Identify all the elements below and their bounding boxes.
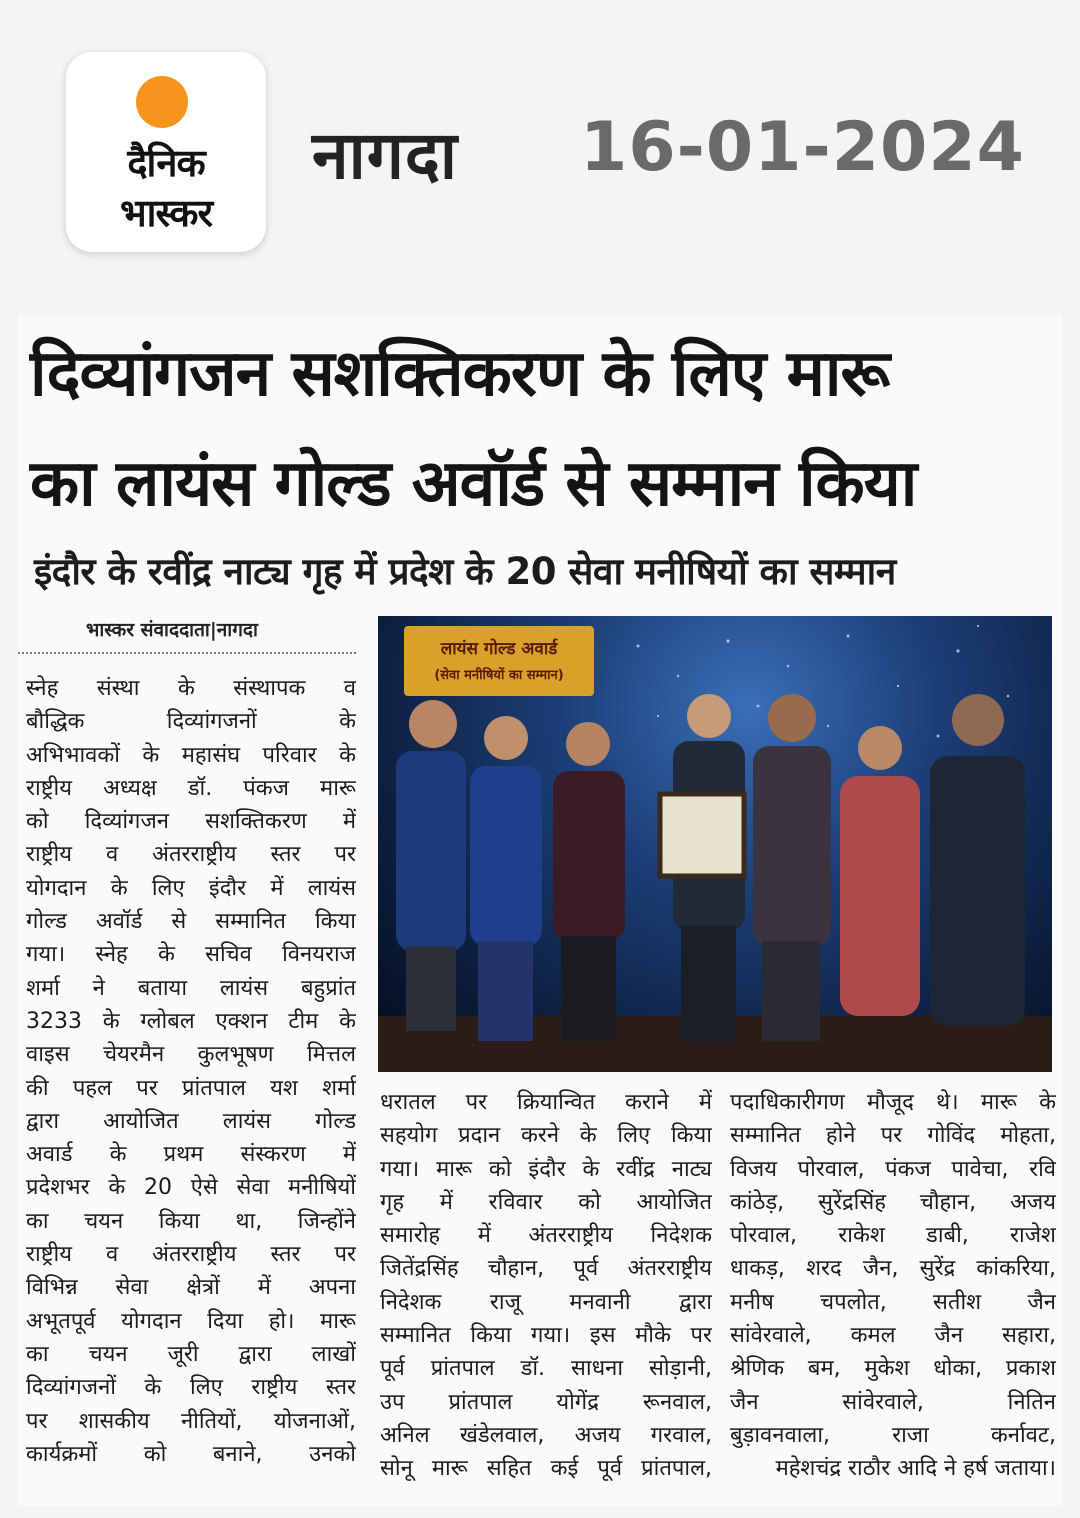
text-line: पर शासकीय नीतियों, योजनाओं, (26, 1408, 356, 1434)
article-column-1 (26, 672, 356, 1471)
text-line: धाकड़, शरद जैन, सुरेंद्र कांकरिया, (730, 1256, 1056, 1282)
text-line: सम्मानित होने पर गोविंद मोहता, (730, 1123, 1056, 1149)
text-line: का चयन किया था, जिन्होंने (26, 1208, 356, 1234)
text-line: 3233 के ग्लोबल एक्शन टीम के (26, 1008, 356, 1034)
headline-line-1: दिव्यांगजन सशक्तिकरण के लिए मारू (30, 337, 890, 411)
text-line: प्रदेशभर के 20 ऐसे सेवा मनीषियों (26, 1175, 356, 1201)
article-column-3 (730, 1086, 1056, 1486)
text-line: मनीष चपलोत, सतीश जैन (730, 1289, 1056, 1315)
text-line: पदाधिकारीगण मौजूद थे। मारू के (730, 1090, 1056, 1115)
text-line: उप प्रांतपाल योगेंद्र रूनवाल, (380, 1389, 712, 1415)
logo-text-dainik: दैनिक (127, 141, 205, 185)
text-line: वाइस चेयरमैन कुलभूषण मित्तल (26, 1042, 356, 1068)
text-line: सहयोग प्रदान करने के लिए किया (380, 1123, 712, 1149)
text-line: कार्यक्रमों को बनाने, उनको (26, 1441, 356, 1467)
text-line: सम्मानित किया गया। इस मौके पर (380, 1323, 712, 1349)
text-line: स्नेह संस्था के संस्थापक व (26, 676, 356, 701)
text-line: बौद्धिक दिव्यांगजनों के (26, 709, 356, 735)
text-line: समारोह में अंतरराष्ट्रीय निदेशक (380, 1223, 712, 1249)
text-line: पोरवाल, राकेश डाबी, राजेश (730, 1223, 1056, 1249)
byline-divider (18, 652, 356, 654)
text-line: द्वारा आयोजित लायंस गोल्ड (26, 1108, 356, 1134)
text-line: अवार्ड के प्रथम संस्करण में (26, 1142, 356, 1168)
text-line: राष्ट्रीय व अंतरराष्ट्रीय स्तर पर (26, 1242, 356, 1268)
text-line: राष्ट्रीय अध्यक्ष डॉ. पंकज मारू (26, 775, 356, 801)
text-line: राष्ट्रीय व अंतरराष्ट्रीय स्तर पर (26, 842, 356, 868)
dainik-bhaskar-logo (66, 52, 266, 252)
subheadline: इंदौर के रवींद्र नाट्य गृह में प्रदेश के 20 सेवा मनीषियों का सम्मान (34, 550, 896, 593)
text-line: अभिभावकों के महासंघ परिवार के (26, 742, 356, 768)
text-line: श्रेणिक बम, मुकेश धोका, प्रकाश (730, 1356, 1056, 1382)
headline-line-2: का लायंस गोल्ड अवॉर्ड से सम्मान किया (30, 447, 917, 521)
text-line: अभूतपूर्व योगदान दिया हो। मारू (26, 1308, 356, 1334)
text-line: अनिल खंडेलवाल, अजय गरवाल, (380, 1422, 712, 1448)
text-line: सोनू मारू सहित कई पूर्व प्रांतपाल, (380, 1456, 712, 1482)
text-line: बुड़ावनवाला, राजा कर्नावट, (730, 1422, 1056, 1448)
text-line: गया। मारू को इंदौर के रवींद्र नाट्य (380, 1156, 712, 1182)
text-line: की पहल पर प्रांतपाल यश शर्मा (26, 1075, 356, 1101)
text-line: विभिन्न सेवा क्षेत्रों में अपना (26, 1275, 356, 1301)
event-banner (404, 626, 594, 696)
sun-icon (136, 76, 188, 128)
text-line: सांवेरवाले, कमल जैन सहारा, (730, 1323, 1056, 1349)
text-line: निदेशक राजू मनवानी द्वारा (380, 1289, 712, 1315)
text-line: शर्मा ने बताया लायंस बहुप्रांत (26, 975, 356, 1001)
text-line: को दिव्यांगजन सशक्तिकरण में (26, 809, 356, 835)
edition-date: 16-01-2024 (580, 108, 1025, 187)
text-line: गोल्ड अवॉर्ड से सम्मानित किया (26, 909, 356, 935)
text-line: विजय पोरवाल, पंकज पावेचा, रवि (730, 1156, 1056, 1182)
newspaper-clipping (18, 316, 1062, 1506)
text-line: गृह में रविवार को आयोजित (380, 1189, 712, 1215)
text-line: गया। स्नेह के सचिव विनयराज (26, 942, 356, 968)
byline: भास्कर संवाददाता|नागदा (86, 619, 258, 641)
award-ceremony-photo (378, 616, 1052, 1072)
article-column-2 (380, 1086, 712, 1486)
text-line: महेशचंद्र राठौर आदि ने हर्ष जताया। (775, 1456, 1056, 1482)
banner-title: लायंस गोल्ड अवार्ड (440, 639, 558, 659)
text-line: जैन सांवेरवाले, नितिन (730, 1389, 1056, 1415)
text-line: धरातल पर क्रियान्वित कराने में (380, 1090, 712, 1115)
text-line: जितेंद्रसिंह चौहान, पूर्व अंतरराष्ट्रीय (380, 1256, 712, 1282)
text-line: का चयन जूरी द्वारा लाखों (26, 1341, 356, 1367)
logo-text-bhaskar: भास्कर (119, 191, 213, 235)
text-line: पूर्व प्रांतपाल डॉ. साधना सोड़ानी, (380, 1356, 712, 1382)
text-line: दिव्यांगजनों के लिए राष्ट्रीय स्तर (26, 1375, 356, 1401)
text-line: कांठेड़, सुरेंद्रसिंह चौहान, अजय (730, 1189, 1056, 1215)
text-line: योगदान के लिए इंदौर में लायंस (26, 875, 356, 901)
edition-city: नागदा (312, 117, 459, 194)
banner-subtitle: (सेवा मनीषियों का सम्मान) (434, 668, 564, 683)
